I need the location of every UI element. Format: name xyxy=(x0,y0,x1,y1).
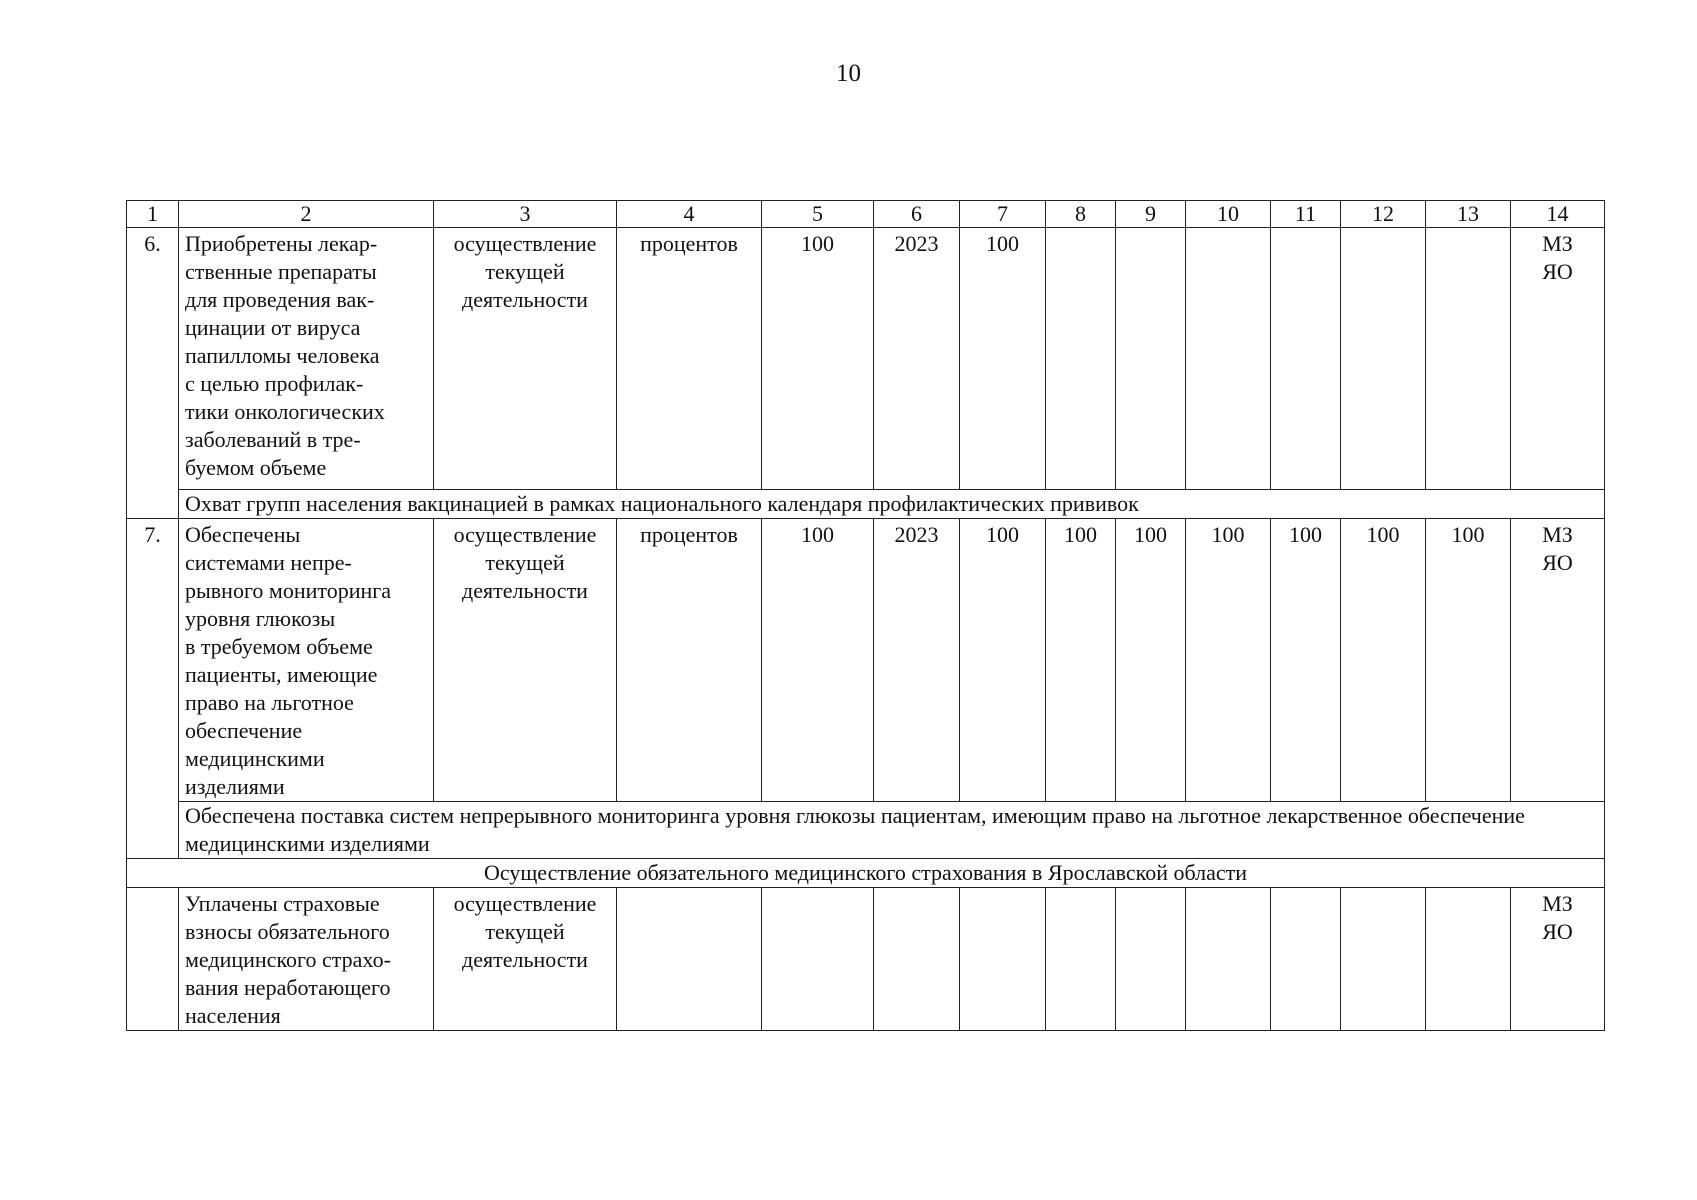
value-cell xyxy=(1426,888,1511,1031)
value-cell: 100 xyxy=(1116,519,1186,802)
value-cell xyxy=(1116,228,1186,490)
value-cell: 100 xyxy=(960,228,1046,490)
header-cell: 1 xyxy=(127,201,179,228)
table-row xyxy=(127,228,1605,490)
header-cell: 4 xyxy=(617,201,762,228)
header-cell: 3 xyxy=(434,201,617,228)
value-cell: 100 xyxy=(1271,519,1341,802)
measures-table xyxy=(126,200,1605,1031)
value-cell xyxy=(1426,228,1511,490)
responsible-cell: МЗ ЯО xyxy=(1511,228,1605,490)
header-cell: 6 xyxy=(874,201,960,228)
header-cell: 11 xyxy=(1271,201,1341,228)
value-cell xyxy=(1271,228,1341,490)
value-cell xyxy=(960,888,1046,1031)
value-cell xyxy=(1271,888,1341,1031)
value-cell: 100 xyxy=(1186,519,1271,802)
value-cell: 100 xyxy=(762,228,874,490)
header-cell: 14 xyxy=(1511,201,1605,228)
row-number: 6. xyxy=(127,228,179,519)
measure-type: осуществление текущей деятельности xyxy=(434,519,617,802)
value-cell xyxy=(762,888,874,1031)
table-note-row xyxy=(127,802,1605,859)
value-cell xyxy=(1046,228,1116,490)
header-cell: 8 xyxy=(1046,201,1116,228)
measure-type: осуществление текущей деятельности xyxy=(434,228,617,490)
responsible-cell: МЗ ЯО xyxy=(1511,888,1605,1031)
value-cell xyxy=(1046,888,1116,1031)
page-number: 10 xyxy=(836,60,861,87)
indicator-note: Охват групп населения вакцинацией в рамках национального календаря профилактических прививок xyxy=(179,490,1605,519)
row-number xyxy=(127,888,179,1031)
header-cell: 13 xyxy=(1426,201,1511,228)
indicator-note: Обеспечена поставка систем непрерывного мониторинга уровня глюкозы пациентам, имеющим право на льготное лекарственное обеспечение медицинскими изделиями xyxy=(179,802,1605,859)
section-title-row xyxy=(127,859,1605,888)
value-cell: 100 xyxy=(1426,519,1511,802)
table-header-row xyxy=(127,201,1605,228)
header-cell: 12 xyxy=(1341,201,1426,228)
header-cell: 7 xyxy=(960,201,1046,228)
value-cell xyxy=(1341,228,1426,490)
header-cell: 2 xyxy=(179,201,434,228)
unit-cell xyxy=(617,888,762,1031)
value-cell: 100 xyxy=(762,519,874,802)
value-cell: 100 xyxy=(1341,519,1426,802)
value-cell: 100 xyxy=(1046,519,1116,802)
value-cell xyxy=(1186,228,1271,490)
year-cell: 2023 xyxy=(874,519,960,802)
table-row xyxy=(127,519,1605,802)
value-cell xyxy=(1186,888,1271,1031)
header-cell: 10 xyxy=(1186,201,1271,228)
year-cell xyxy=(874,888,960,1031)
table-note-row xyxy=(127,490,1605,519)
unit-cell: процентов xyxy=(617,519,762,802)
year-cell: 2023 xyxy=(874,228,960,490)
value-cell xyxy=(1341,888,1426,1031)
unit-cell: процентов xyxy=(617,228,762,490)
header-cell: 9 xyxy=(1116,201,1186,228)
section-title: Осуществление обязательного медицинского страхования в Ярославской области xyxy=(127,859,1605,888)
header-cell: 5 xyxy=(762,201,874,228)
responsible-cell: МЗ ЯО xyxy=(1511,519,1605,802)
measure-name: Обеспечены системами непре- рывного мониторинга уровня глюкозы в требуемом объеме пациенты, имеющие право на льготное обеспечение медицинскими изделиями xyxy=(179,519,434,802)
row-number: 7. xyxy=(127,519,179,859)
measure-name: Уплачены страховые взносы обязательного медицинского страхо- вания неработающего населения xyxy=(179,888,434,1031)
table-row xyxy=(127,888,1605,1031)
measure-type: осуществление текущей деятельности xyxy=(434,888,617,1031)
value-cell xyxy=(1116,888,1186,1031)
value-cell: 100 xyxy=(960,519,1046,802)
measure-name: Приобретены лекар- ственные препараты для проведения вак- цинации от вируса папилломы человека с целью профилак- тики онкологических заболеваний в тре- буемом объеме xyxy=(179,228,434,490)
